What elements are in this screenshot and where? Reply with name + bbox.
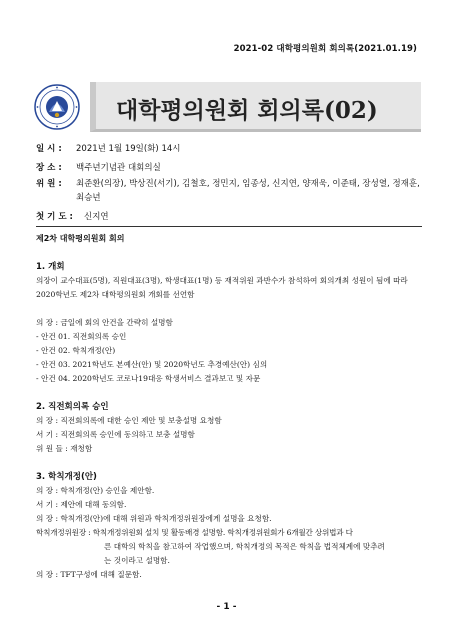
agenda-item: - 안건 01. 직전회의록 승인 [36, 332, 127, 341]
agenda-item: - 안건 04. 2020학년도 코로나19대응 학생서비스 결과보고 및 자문 [36, 374, 261, 383]
section-2-line: 의 장 : 직전회의록에 대한 승인 제안 및 보충설명 요청함 [36, 416, 222, 425]
date-value: 2021년 1월 19일(화) 14시 [76, 144, 181, 154]
page-number: - 1 - [216, 602, 237, 612]
date-label: 일 시 : [36, 144, 62, 154]
recorder-value: 신지연 [84, 212, 109, 222]
university-seal-icon [34, 84, 80, 130]
members-label: 위 원 : [36, 179, 62, 189]
section-2-line: 위 원 들 : 재청함 [36, 444, 93, 453]
section-3-long-line: 학칙개정위원장 : 학칙개정위원회 설치 및 활동배경 설명함. 학칙개정위원회가 6개월간 상위법과 다 [36, 528, 353, 537]
section-3-long-continuation: 는 것이라고 설명함. [104, 556, 170, 565]
section-1-title: 1. 개회 [36, 262, 65, 272]
agenda-item: - 안건 02. 학칙개정(안) [36, 346, 116, 355]
document-reference: 2021-02 대학평의원회 회의록(2021.01.19) [233, 44, 417, 54]
recorder-label: 첫 기 도 : [36, 212, 73, 222]
section-3-line: 의 장 : 학칙개정(안) 승인을 제안함. [36, 486, 155, 495]
place-value: 백주년기념관 대회의실 [76, 163, 161, 173]
members-value: 최준환(의장), 박상진(서기), 김철호, 정민지, 임종성, 신지연, 양재욱, 이준태, 장성열, 정재훈, 최승년 [76, 179, 420, 203]
title-block [34, 82, 421, 132]
section-1-chair-line: 의 장 : 금일에 회의 안건을 간략히 설명함 [36, 318, 173, 327]
agenda-item: - 안건 03. 2021학년도 본예산(안) 및 2020학년도 추경예산(안) 심의 [36, 360, 268, 369]
section-3-line: 의 장 : 학칙개정(안)에 대해 위원과 학칙개정위원장에게 설명을 요청함. [36, 514, 272, 523]
section-3-line: 서 기 : 제안에 대해 동의함. [36, 500, 127, 509]
members-row [36, 176, 426, 206]
title-banner [90, 82, 421, 132]
minutes-body [36, 232, 426, 582]
place-label: 장 소 : [36, 163, 62, 173]
section-1-paragraph: 의장이 교수대표(5명), 직원대표(3명), 학생대표(1명) 등 재적위원 과반수가 참석하여 회의개최 성원이 됨에 따라 2020학년도 제2차 대학평의원회 개회를 선언함 [36, 276, 408, 299]
meeting-title: 제2차 대학평의원회 회의 [36, 234, 125, 243]
section-2-line: 서 기 : 직전회의록 승인에 동의하고 보충 설명함 [36, 430, 195, 439]
section-3-long-continuation: 른 대학의 학칙을 참고하여 작업했으며, 학칙개정의 목적은 학칙을 법적체계에 맞추려 [104, 542, 385, 551]
section-3-title: 3. 학칙개정(안) [36, 472, 97, 482]
section-3-last-line: 의 장 : TFT구성에 대해 질문함. [36, 570, 142, 579]
document-title: 대학평의원회 회의록(02) [116, 97, 378, 124]
divider [36, 226, 422, 227]
section-2-title: 2. 직전회의록 승인 [36, 402, 109, 412]
